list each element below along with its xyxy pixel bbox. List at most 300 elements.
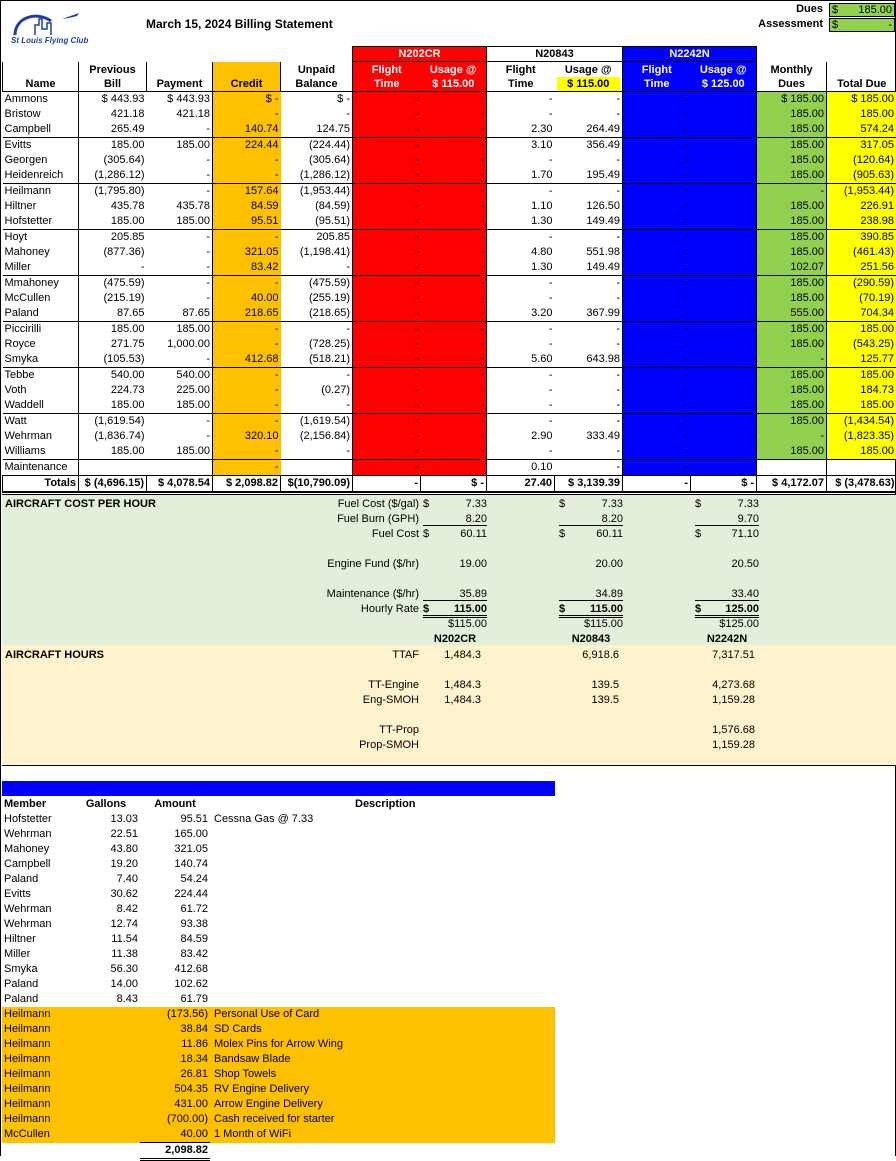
member-row: [3, 352, 896, 368]
member-cell: -: [623, 291, 691, 306]
cost-value-maint: 35.89: [423, 588, 487, 601]
member-cell: 205.85: [79, 230, 147, 246]
fuel-cell: 14.00: [72, 977, 140, 992]
member-cell: $ -: [281, 92, 353, 108]
fuel-row: [2, 992, 555, 1007]
fuel-cell: 165.00: [140, 827, 210, 842]
member-cell: -: [691, 398, 757, 414]
member-cell: -: [691, 306, 757, 322]
member-cell: 40.00: [213, 291, 281, 306]
aircraft-tail-0: N202CR: [353, 47, 487, 62]
col-header-unpaid: Unpaid Balance: [281, 62, 353, 92]
totals-cell: $ -: [421, 476, 487, 493]
col-header-name: Name: [3, 62, 79, 92]
member-cell: -: [623, 383, 691, 398]
member-cell: 185.00: [147, 322, 213, 338]
fuel-cell: Wehrman: [2, 917, 72, 932]
member-cell: -: [623, 444, 691, 460]
cost-value-burn: 8.20: [423, 513, 487, 526]
cost-value-rate: $ 115.00: [559, 603, 623, 618]
col-header-total: Total Due: [827, 62, 896, 92]
hours-label: Eng-SMOH: [301, 694, 419, 706]
member-cell: -: [555, 291, 623, 306]
member-cell: (1,953.44): [827, 184, 896, 200]
cost-value-fuel_gal: $ 7.33: [695, 498, 759, 510]
member-cell: (1,836.74): [79, 429, 147, 444]
member-cell: -: [353, 168, 421, 184]
member-cell: -: [421, 276, 487, 292]
member-cell: -: [421, 429, 487, 444]
col-header-usage-2: Usage @ $ 125.00: [691, 62, 757, 92]
member-row: [3, 322, 896, 338]
hours-label: TT-Prop: [301, 724, 419, 736]
fuel-row: [2, 977, 555, 992]
member-cell: -: [213, 398, 281, 414]
member-cell: -: [623, 260, 691, 276]
cost-value-engine: 20.50: [695, 558, 759, 570]
club-logo: [7, 7, 97, 47]
member-cell: -: [421, 214, 487, 230]
member-cell: -: [757, 429, 827, 444]
fuel-cell: 412.68: [140, 962, 210, 977]
page-title: March 15, 2024 Billing Statement: [146, 17, 333, 31]
member-cell: -: [147, 153, 213, 168]
member-cell: -: [421, 199, 487, 214]
totals-cell: $ 4,172.07: [757, 476, 827, 493]
hours-value: 1,484.3: [423, 679, 481, 691]
member-cell: 435.78: [79, 199, 147, 214]
fuel-cell: 224.44: [140, 887, 210, 902]
fuel-cell: [210, 872, 555, 887]
member-row: [3, 230, 896, 246]
fuel-cell: Hofstetter: [2, 812, 72, 827]
member-cell: 251.56: [827, 260, 896, 276]
member-cell: 185.00: [757, 444, 827, 460]
member-cell: -: [421, 398, 487, 414]
member-cell: -: [421, 138, 487, 154]
fuel-cell: Molex Pins for Arrow Wing: [210, 1037, 555, 1052]
fuel-cell: [210, 947, 555, 962]
col-header-credit: Credit: [213, 62, 281, 92]
fuel-cell: 140.74: [140, 857, 210, 872]
member-name: Ammons: [3, 92, 79, 108]
fuel-cell: Cash received for starter: [210, 1112, 555, 1127]
member-name: Royce: [3, 337, 79, 352]
member-row: [3, 153, 896, 168]
member-cell: -: [353, 276, 421, 292]
fuel-cell: 18.34: [140, 1052, 210, 1067]
fuel-cell: 30.62: [72, 887, 140, 902]
member-name: Voth: [3, 383, 79, 398]
member-cell: 320.10: [213, 429, 281, 444]
member-row: [3, 460, 896, 476]
fuel-cell: Heilmann: [2, 1052, 72, 1067]
member-cell: -: [353, 429, 421, 444]
fuel-cell: [210, 887, 555, 902]
fuel-row: [2, 812, 555, 827]
member-cell: 1,000.00: [147, 337, 213, 352]
member-cell: -: [555, 414, 623, 430]
cost-value-burn: 9.70: [695, 513, 759, 526]
member-cell: 185.00: [757, 245, 827, 260]
fuel-cell: Shop Towels: [210, 1067, 555, 1082]
fuel-cell: 83.42: [140, 947, 210, 962]
member-cell: 224.44: [213, 138, 281, 154]
member-cell: 2.90: [487, 429, 555, 444]
fuel-cell: 431.00: [140, 1097, 210, 1112]
member-row: [3, 107, 896, 122]
member-cell: -: [691, 322, 757, 338]
member-cell: -: [623, 138, 691, 154]
member-cell: -: [213, 230, 281, 246]
member-cell: (905.63): [827, 168, 896, 184]
fuel-row: [2, 827, 555, 842]
member-cell: -: [213, 383, 281, 398]
fuel-row: [2, 962, 555, 977]
member-name: Tebbe: [3, 368, 79, 384]
member-cell: -: [421, 92, 487, 108]
member-cell: -: [691, 184, 757, 200]
fuel-cell: Campbell: [2, 857, 72, 872]
assessment-value: $ -: [829, 18, 895, 32]
member-cell: -: [623, 398, 691, 414]
member-cell: -: [487, 184, 555, 200]
member-name: Evitts: [3, 138, 79, 154]
member-cell: 1.70: [487, 168, 555, 184]
fuel-total-row: [2, 1143, 555, 1160]
member-cell: -: [623, 337, 691, 352]
member-cell: 421.18: [147, 107, 213, 122]
fuel-cell: 8.43: [72, 992, 140, 1007]
totals-cell: $(10,790.09): [281, 476, 353, 493]
hours-value: 139.5: [555, 679, 619, 691]
fuel-cell: Arrow Engine Delivery: [210, 1097, 555, 1112]
cost-tail: N2242N: [691, 633, 763, 645]
member-name: Georgen: [3, 153, 79, 168]
fuel-cell: 84.59: [140, 932, 210, 947]
fuel-cell: 56.30: [72, 962, 140, 977]
member-cell: -: [691, 199, 757, 214]
member-cell: 83.42: [213, 260, 281, 276]
member-cell: -: [623, 306, 691, 322]
member-row: [3, 214, 896, 230]
member-cell: 195.49: [555, 168, 623, 184]
dues-label: Dues: [741, 3, 823, 15]
fuel-cell: 13.03: [72, 812, 140, 827]
member-cell: 264.49: [555, 122, 623, 138]
member-cell: 333.49: [555, 429, 623, 444]
member-cell: [827, 460, 896, 476]
aircraft-header-row: [3, 47, 896, 62]
member-cell: (218.65): [281, 306, 353, 322]
member-row: [3, 276, 896, 292]
member-cell: 3.20: [487, 306, 555, 322]
member-cell: -: [353, 138, 421, 154]
cost-value-fuel_gal: $ 7.33: [423, 498, 487, 510]
member-cell: -: [623, 153, 691, 168]
member-cell: -: [691, 383, 757, 398]
member-cell: -: [691, 138, 757, 154]
member-cell: 185.00: [757, 414, 827, 430]
member-cell: 185.00: [757, 398, 827, 414]
member-row: [3, 92, 896, 108]
member-cell: -: [487, 153, 555, 168]
totals-cell: $ (3,478.63): [827, 476, 896, 493]
member-cell: -: [213, 107, 281, 122]
cost-label: Engine Fund ($/hr): [301, 558, 419, 570]
fuel-cell: [210, 842, 555, 857]
member-cell: -: [555, 184, 623, 200]
fuel-cell: (700.00): [140, 1112, 210, 1127]
fuel-cell: 11.38: [72, 947, 140, 962]
hours-value: 1,576.68: [691, 724, 755, 736]
member-name: Mahoney: [3, 245, 79, 260]
member-cell: -: [421, 291, 487, 306]
member-cell: -: [147, 168, 213, 184]
member-cell: -: [691, 153, 757, 168]
hours-value: 139.5: [555, 694, 619, 706]
member-cell: -: [213, 444, 281, 460]
hours-value: 4,273.68: [691, 679, 755, 691]
member-cell: (728.25): [281, 337, 353, 352]
member-cell: (290.59): [827, 276, 896, 292]
member-cell: -: [421, 306, 487, 322]
col-header-prev: Previous Bill: [79, 62, 147, 92]
member-cell: -: [147, 352, 213, 368]
member-cell: 317.05: [827, 138, 896, 154]
member-cell: (518.21): [281, 352, 353, 368]
member-cell: (0.27): [281, 383, 353, 398]
member-cell: -: [691, 122, 757, 138]
fuel-cell: [210, 827, 555, 842]
member-cell: 185.00: [827, 322, 896, 338]
member-cell: -: [353, 184, 421, 200]
member-cell: -: [487, 383, 555, 398]
member-cell: (543.25): [827, 337, 896, 352]
member-cell: -: [421, 368, 487, 384]
col-header-payment: Payment: [147, 62, 213, 92]
member-cell: -: [487, 444, 555, 460]
member-cell: -: [487, 291, 555, 306]
member-cell: 185.00: [79, 398, 147, 414]
member-cell: -: [147, 184, 213, 200]
fuel-cell: (173.56): [140, 1007, 210, 1022]
fuel-cell: Paland: [2, 992, 72, 1007]
member-cell: 185.00: [79, 214, 147, 230]
totals-cell: 27.40: [487, 476, 555, 493]
member-cell: (105.53): [79, 352, 147, 368]
fuel-cell: 11.54: [72, 932, 140, 947]
fuel-row: [2, 1007, 555, 1022]
fuel-cell: Personal Use of Card: [210, 1007, 555, 1022]
member-cell: 5.60: [487, 352, 555, 368]
member-cell: -: [487, 414, 555, 430]
fuel-header-row: [2, 797, 555, 812]
member-cell: -: [353, 260, 421, 276]
cost-value-fuel_cost: $ 71.10: [695, 528, 759, 540]
member-cell: -: [555, 383, 623, 398]
fuel-cell: Heilmann: [2, 1112, 72, 1127]
member-cell: -: [691, 245, 757, 260]
member-cell: 185.00: [79, 444, 147, 460]
member-cell: -: [623, 414, 691, 430]
fuel-cell: 22.51: [72, 827, 140, 842]
member-cell: -: [421, 245, 487, 260]
member-cell: -: [353, 92, 421, 108]
member-cell: -: [691, 214, 757, 230]
member-cell: (877.36): [79, 245, 147, 260]
fuel-cell: Evitts: [2, 887, 72, 902]
member-cell: -: [555, 398, 623, 414]
member-cell: -: [353, 352, 421, 368]
member-row: [3, 306, 896, 322]
fuel-cell: 61.72: [140, 902, 210, 917]
fuel-cell: Heilmann: [2, 1082, 72, 1097]
member-cell: 149.49: [555, 214, 623, 230]
member-cell: -: [353, 122, 421, 138]
fuel-cell: [210, 902, 555, 917]
member-cell: -: [353, 444, 421, 460]
member-cell: 185.00: [147, 398, 213, 414]
member-cell: -: [353, 460, 421, 476]
member-cell: 184.73: [827, 383, 896, 398]
fuel-cell: 61.79: [140, 992, 210, 1007]
member-cell: -: [623, 168, 691, 184]
member-row: [3, 122, 896, 138]
fuel-cell: [72, 1097, 140, 1112]
member-cell: -: [281, 368, 353, 384]
member-cell: (215.19): [79, 291, 147, 306]
fuel-row: [2, 1127, 555, 1143]
member-cell: -: [623, 230, 691, 246]
member-cell: 185.00: [757, 276, 827, 292]
fuel-cell: Bandsaw Blade: [210, 1052, 555, 1067]
member-cell: -: [353, 291, 421, 306]
member-cell: -: [281, 322, 353, 338]
member-cell: -: [421, 322, 487, 338]
member-cell: [281, 460, 353, 476]
member-cell: -: [487, 322, 555, 338]
fuel-row: [2, 842, 555, 857]
member-cell: -: [757, 352, 827, 368]
member-cell: $ 185.00: [757, 92, 827, 108]
member-cell: 185.00: [147, 444, 213, 460]
member-cell: -: [623, 276, 691, 292]
member-cell: -: [691, 429, 757, 444]
fuel-header: Description: [210, 797, 555, 812]
member-cell: -: [623, 460, 691, 476]
fuel-cell: [210, 962, 555, 977]
cost-value-engine: 19.00: [423, 558, 487, 570]
member-cell: 421.18: [79, 107, 147, 122]
member-cell: -: [623, 107, 691, 122]
member-name: Campbell: [3, 122, 79, 138]
fuel-cell: [72, 1037, 140, 1052]
member-cell: (305.64): [79, 153, 147, 168]
member-cell: -: [623, 368, 691, 384]
fuel-cell: Smyka: [2, 962, 72, 977]
member-cell: (475.59): [79, 276, 147, 292]
member-cell: 1.10: [487, 199, 555, 214]
member-cell: -: [147, 260, 213, 276]
cost-rate-display: $125.00: [695, 618, 759, 630]
member-cell: -: [421, 337, 487, 352]
fuel-cell: [72, 1127, 140, 1143]
member-cell: 87.65: [147, 306, 213, 322]
col-header-usage-0: Usage @ $ 115.00: [421, 62, 487, 92]
member-cell: -: [555, 322, 623, 338]
fuel-cell: [72, 1082, 140, 1097]
fuel-cell: 93.38: [140, 917, 210, 932]
member-cell: 2.30: [487, 122, 555, 138]
member-cell: -: [691, 230, 757, 246]
fuel-cell: 8.42: [72, 902, 140, 917]
fuel-cell: [210, 992, 555, 1007]
member-cell: -: [691, 291, 757, 306]
member-cell: -: [487, 230, 555, 246]
hours-value: 1,159.28: [691, 739, 755, 751]
fuel-cell: Hiltner: [2, 932, 72, 947]
member-cell: -: [353, 383, 421, 398]
member-cell: -: [213, 368, 281, 384]
member-cell: -: [757, 184, 827, 200]
cost-label: Hourly Rate: [301, 603, 419, 615]
member-row: [3, 168, 896, 184]
member-cell: 124.75: [281, 122, 353, 138]
fuel-cell: Mahoney: [2, 842, 72, 857]
member-cell: 574.24: [827, 122, 896, 138]
fuel-cell: 7.40: [72, 872, 140, 887]
member-cell: 3.10: [487, 138, 555, 154]
member-cell: -: [421, 383, 487, 398]
fuel-row: [2, 1082, 555, 1097]
member-cell: 185.00: [827, 398, 896, 414]
member-name: Watt: [3, 414, 79, 430]
fuel-cell: Heilmann: [2, 1037, 72, 1052]
member-cell: (305.64): [281, 153, 353, 168]
member-cell: -: [421, 184, 487, 200]
member-cell: (1,619.54): [79, 414, 147, 430]
member-cell: -: [147, 122, 213, 138]
fuel-row: [2, 857, 555, 872]
cost-value-rate: $ 125.00: [695, 603, 759, 618]
member-cell: -: [623, 245, 691, 260]
fuel-row: [2, 872, 555, 887]
member-cell: -: [421, 153, 487, 168]
cost-value-fuel_cost: $ 60.11: [423, 528, 487, 540]
member-row: [3, 368, 896, 384]
member-name: Hoyt: [3, 230, 79, 246]
member-cell: 185.00: [757, 199, 827, 214]
fuel-row: [2, 1052, 555, 1067]
member-cell: -: [353, 107, 421, 122]
member-cell: [757, 460, 827, 476]
totals-cell: $ (4,696.15): [79, 476, 147, 493]
member-cell: -: [555, 460, 623, 476]
member-cell: 185.00: [147, 138, 213, 154]
cost-value-fuel_gal: $ 7.33: [559, 498, 623, 510]
member-cell: (95.51): [281, 214, 353, 230]
col-header-usage-1: Usage @ $ 115.00: [555, 62, 623, 92]
member-cell: [421, 460, 487, 476]
member-cell: -: [147, 414, 213, 430]
fuel-header: Member: [2, 797, 72, 812]
fuel-cell: Heilmann: [2, 1067, 72, 1082]
member-cell: -: [555, 92, 623, 108]
member-cell: -: [555, 230, 623, 246]
fuel-cell: [72, 1052, 140, 1067]
fuel-cell: RV Engine Delivery: [210, 1082, 555, 1097]
